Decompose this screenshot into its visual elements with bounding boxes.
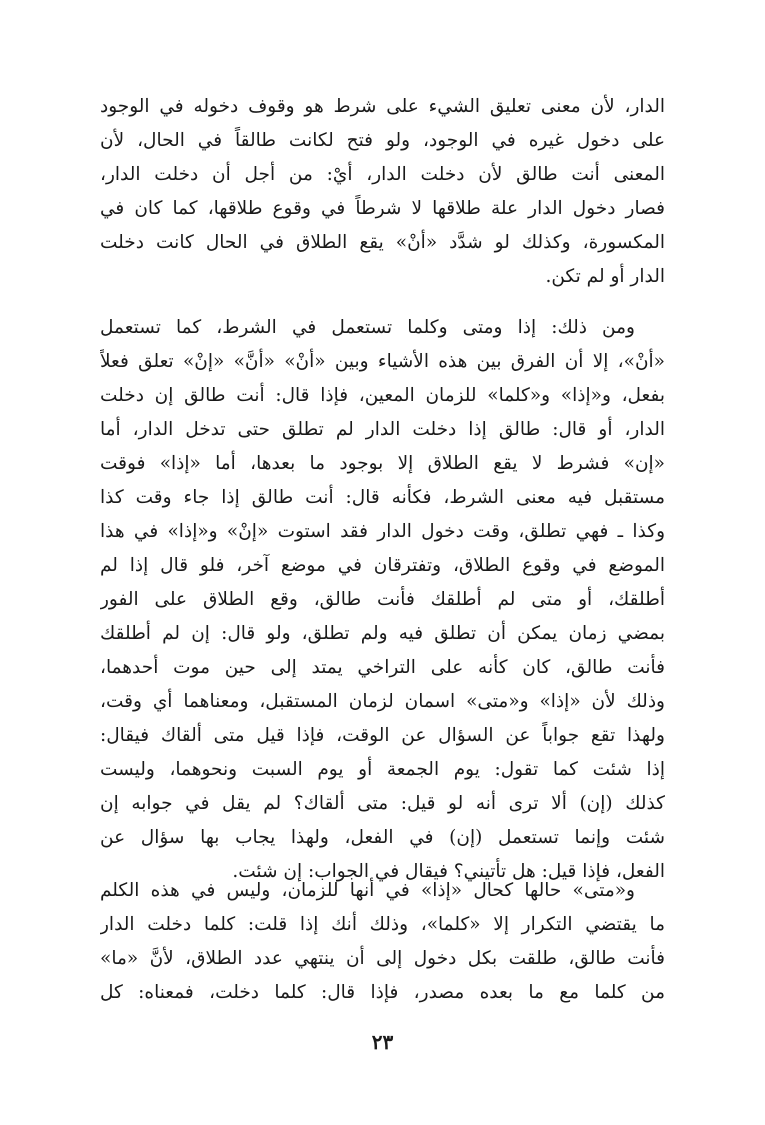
text-line: على دخول غيره في الوجود، ولو فتح لكانت طالقاً في الحال، لأن bbox=[100, 130, 665, 151]
text-line: ما يقتضي التكرار إلا «كلما»، وذلك أنك إذا قلت: كلما دخلت الدار bbox=[100, 914, 665, 935]
text-line: «أنْ»، إلا أن الفرق بين هذه الأشياء وبين «أنْ» «أنَّ» «إنْ» تعلق فعلاً bbox=[100, 351, 665, 372]
page-number: ٢٣ bbox=[371, 1030, 394, 1054]
paragraph-1 bbox=[100, 90, 665, 294]
text-line: ومن ذلك: إذا ومتى وكلما تستعمل في الشرط، كما تستعمل bbox=[100, 317, 635, 338]
text-line: «إن» فشرط لا يقع الطلاق إلا بوجود ما بعدها، أما «إذا» فوقت bbox=[100, 453, 665, 474]
text-line: المعنى أنت طالق لأن دخلت الدار، أيْ: من أجل أن دخلت الدار، bbox=[100, 164, 665, 185]
text-line: إذا شئت كما تقول: يوم الجمعة أو يوم السبت ونحوهما، وليست bbox=[100, 759, 665, 780]
paragraph-3 bbox=[100, 874, 665, 1010]
text-line: من كلما مع ما بعده مصدر، فإذا قال: كلما دخلت، فمعناه: كل bbox=[100, 982, 665, 1003]
text-line: الفعل، فإذا قيل: هل تأتيني؟ فيقال في الجواب: إن شئت. bbox=[232, 861, 665, 882]
text-line: بمضي زمان يمكن أن تطلق فيه ولم تطلق، ولو قال: إن لم أطلقك bbox=[100, 623, 665, 644]
text-line: الدار، لأن معنى تعليق الشيء على شرط هو وقوف دخوله في الوجود bbox=[100, 96, 665, 117]
text-line: وذلك لأن «إذا» و«متى» اسمان لزمان المستقبل، ومعناهما أي وقت، bbox=[100, 691, 665, 712]
text-line: مستقبل فيه معنى الشرط، فكأنه قال: أنت طالق إذا جاء وقت كذا bbox=[100, 487, 665, 508]
text-line: الدار أو لم تكن. bbox=[545, 266, 665, 287]
text-line: بفعل، و«إذا» و«كلما» للزمان المعين، فإذا قال: أنت طالق إن دخلت bbox=[100, 385, 665, 406]
text-line: كذلك (إن) ألا ترى أنه لو قيل: متى ألقاك؟ لم يقل في جوابه إن bbox=[100, 793, 665, 814]
text-line: ولهذا تقع جواباً عن السؤال عن الوقت، فإذا قيل متى ألقاك فيقال: bbox=[100, 725, 665, 746]
text-line: وكذا ـ فهي تطلق، وقت دخول الدار فقد استوت «إنْ» و«إذا» في هذا bbox=[100, 521, 665, 542]
text-line: المكسورة، وكذلك لو شدَّد «أنْ» يقع الطلاق في الحال كانت دخلت bbox=[100, 232, 665, 253]
text-line: أطلقك، أو متى لم أطلقك فأنت طالق، وقع الطلاق على الفور bbox=[100, 589, 665, 610]
text-line: الدار، أو قال: طالق إذا دخلت الدار لم تطلق حتى تدخل الدار، أما bbox=[100, 419, 665, 440]
text-line: فصار دخول الدار علة طلاقها لا شرطاً في وقوع طلاقها، كما كان في bbox=[100, 198, 665, 219]
text-line: شئت وإنما تستعمل (إن) في الفعل، ولهذا يجاب بها سؤال عن bbox=[100, 827, 665, 848]
text-line: فأنت طالق، طلقت بكل دخول إلى أن ينتهي عدد الطلاق، لأنَّ «ما» bbox=[100, 948, 665, 969]
text-line: فأنت طالق، كان كأنه على التراخي يمتد إلى حين موت أحدهما، bbox=[100, 657, 665, 678]
text-line: و«متى» حالها كحال «إذا» في أنها للزمان، وليس في هذه الكلم bbox=[100, 880, 635, 901]
paragraph-2 bbox=[100, 311, 665, 889]
text-line: الموضع في وقوع الطلاق، وتفترقان في موضع آخر، فلو قال إذا لم bbox=[100, 555, 665, 576]
